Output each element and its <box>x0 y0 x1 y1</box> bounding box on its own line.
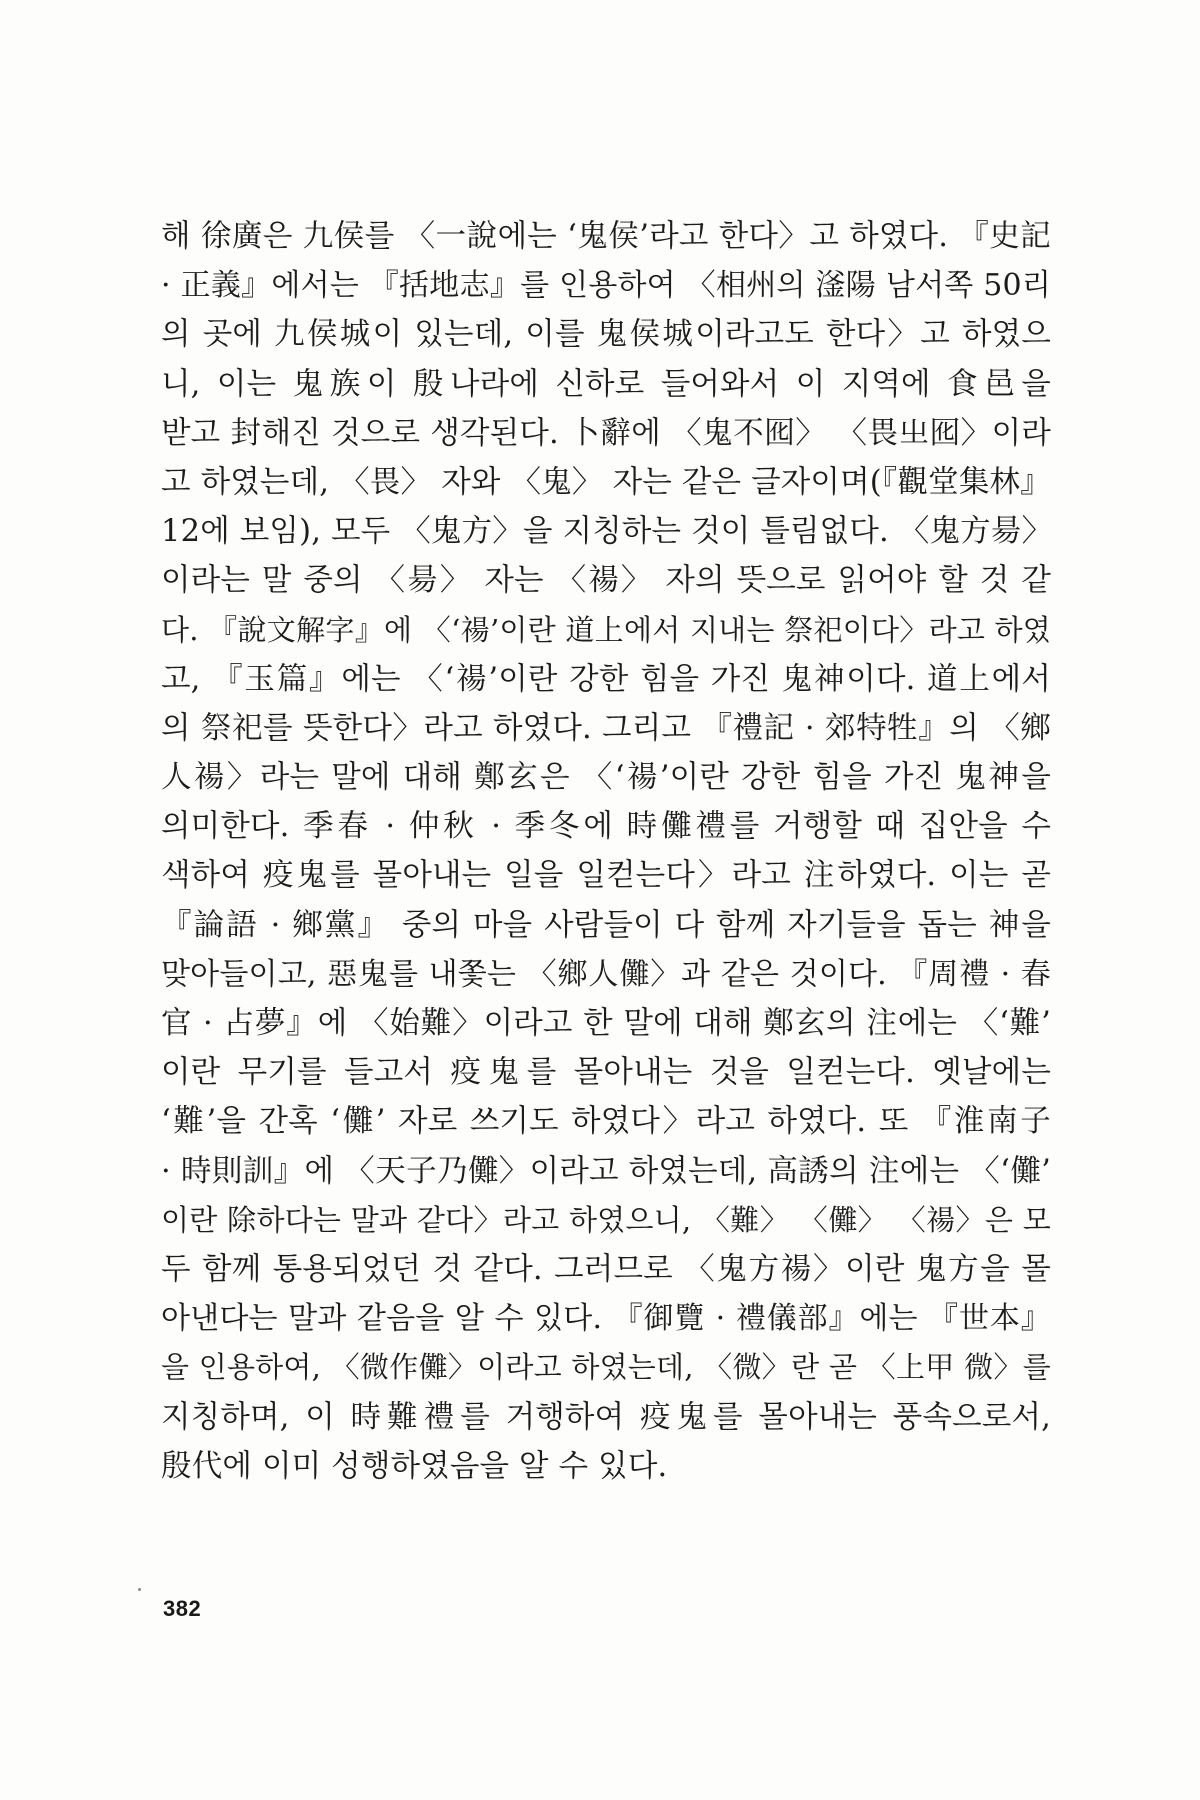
scan-speck <box>138 1588 141 1591</box>
text-line: 고, 『玉篇』에는 〈‘禓’이란 강한 힘을 가진 鬼神이다. 道上에서 <box>161 661 1051 697</box>
text-line: ‘難’을 간혹 ‘儺’ 자로 쓰기도 하였다〉라고 하였다. 또 『淮南子 <box>161 1104 1051 1140</box>
text-line: 해 徐廣은 九侯를 〈一說에는 ‘鬼侯’라고 한다〉고 하였다. 『史記 <box>161 219 1051 254</box>
text-line: 人禓〉라는 말에 대해 鄭玄은 〈‘禓’이란 강한 힘을 가진 鬼神을 <box>161 760 1051 796</box>
text-line: 의 祭祀를 뜻한다〉라고 하였다. 그리고 『禮記 · 郊特牲』의 〈鄉 <box>161 710 1051 746</box>
text-line: 아낸다는 말과 같음을 알 수 있다. 『御覽 · 禮儀部』에는 『世本』 <box>161 1301 1051 1337</box>
text-line: 12에 보임), 모두 〈鬼方〉을 지칭하는 것이 틀림없다. 〈鬼方昜〉 <box>161 514 1053 550</box>
text-line: 색하여 疫鬼를 몰아내는 일을 일컫는다〉라고 注하였다. 이는 곧 <box>161 858 1051 894</box>
text-line: 이란 除하다는 말과 같다〉라고 하였으니, 〈難〉 〈儺〉 〈禓〉은 모 <box>161 1202 1051 1237</box>
text-line: 받고 封해진 것으로 생각된다. 卜辭에 〈鬼不囮〉 〈畏㞢囮〉이라 <box>161 415 1051 451</box>
text-line: 니, 이는 鬼族이 殷나라에 신하로 들어와서 이 지역에 食邑을 <box>161 366 1051 402</box>
page-number: 382 <box>163 1596 202 1621</box>
text-line: 의미한다. 季春 · 仲秋 · 季冬에 時儺禮를 거행할 때 집안을 수 <box>161 809 1051 845</box>
text-line: · 時則訓』에 〈天子乃儺〉이라고 하였는데, 高誘의 注에는 〈‘儺’ <box>161 1153 1051 1189</box>
text-line: 의 곳에 九侯城이 있는데, 이를 鬼侯城이라고도 한다〉고 하였으 <box>161 317 1051 353</box>
text-line: 다. 『說文解字』에 〈‘禓’이란 道上에서 지내는 祭祀이다〉라고 하였 <box>161 612 1051 647</box>
text-line: 맞아들이고, 惡鬼를 내쫓는 〈鄉人儺〉과 같은 것이다. 『周禮 · 春 <box>161 956 1051 992</box>
text-line: 官 · 占夢』에 〈始難〉이라고 한 말에 대해 鄭玄의 注에는 〈‘難’ <box>161 1006 1051 1041</box>
body-text <box>161 212 1051 1491</box>
text-line: 을 인용하여, 〈微作儺〉이라고 하였는데, 〈微〉란 곧 〈上甲 微〉를 <box>161 1350 1051 1385</box>
text-line: 두 함께 통용되었던 것 같다. 그러므로 〈鬼方禓〉이란 鬼方을 몰 <box>161 1251 1051 1287</box>
text-line: 지칭하며, 이 時難禮를 거행하여 疫鬼를 몰아내는 풍속으로서, <box>161 1399 1051 1435</box>
text-line: 殷代에 이미 성행하였음을 알 수 있다. <box>161 1448 668 1484</box>
text-line: 고 하였는데, 〈畏〉 자와 〈鬼〉 자는 같은 글자이며(『觀堂集林』 <box>161 464 1051 500</box>
text-line: · 正義』에서는 『括地志』를 인용하여 〈相州의 滏陽 남서쪽 50리 <box>161 268 1051 304</box>
text-line: 이라는 말 중의 〈昜〉 자는 〈禓〉 자의 뜻으로 읽어야 할 것 같 <box>161 563 1051 599</box>
text-line: 『論語 · 鄉黨』 중의 마을 사람들이 다 함께 자기들을 돕는 神을 <box>161 907 1051 943</box>
text-line: 이란 무기를 들고서 疫鬼를 몰아내는 것을 일컫는다. 옛날에는 <box>161 1055 1051 1091</box>
